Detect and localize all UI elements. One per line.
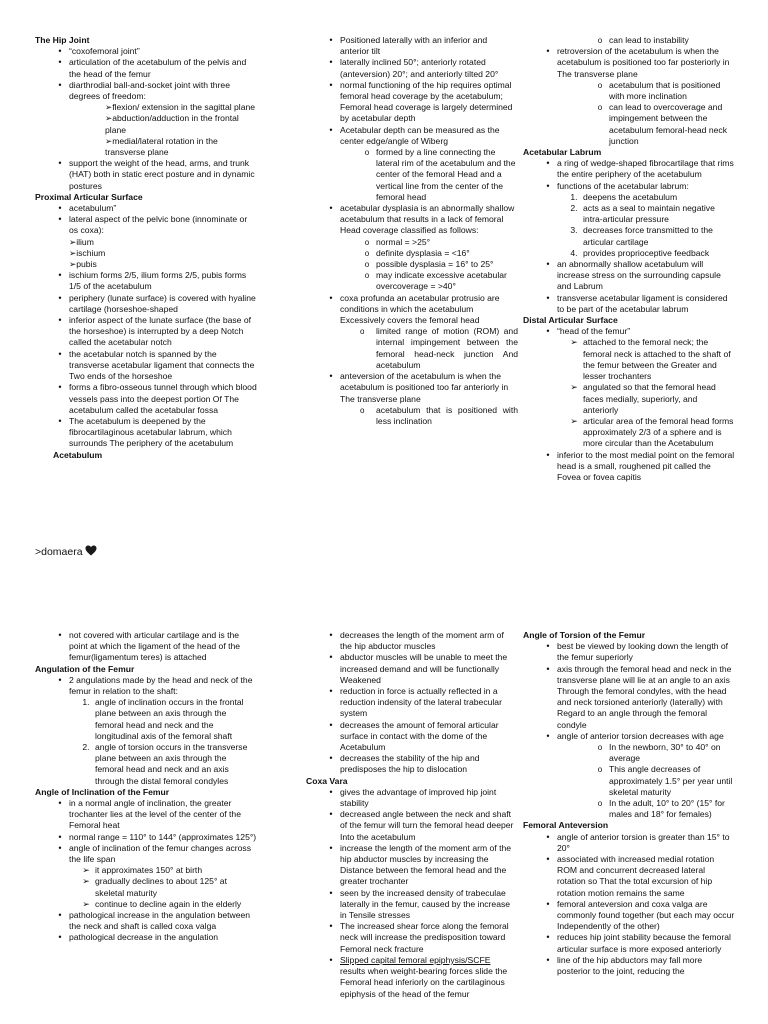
sub-bullet-item bbox=[306, 237, 518, 248]
bullet-marker: • bbox=[329, 652, 333, 663]
section-heading bbox=[35, 450, 257, 461]
item-text: a ring of wedge-shaped fibrocartilage that rims the entire periphery of the acetabulum bbox=[557, 158, 734, 180]
sub-bullet-item bbox=[306, 270, 518, 292]
bullet-marker: • bbox=[58, 292, 62, 303]
arrow-item bbox=[523, 337, 735, 382]
bottom-column-2 bbox=[306, 630, 518, 1000]
item-text: an abnormally shallow acetabulum will increase stress on the surrounding capsule and Labrum bbox=[557, 259, 721, 292]
bullet-marker: • bbox=[58, 382, 62, 393]
item-text: continue to decline again in the elderly bbox=[95, 898, 242, 909]
bullet-marker: • bbox=[329, 57, 333, 68]
bullet-item bbox=[523, 259, 735, 293]
bullet-item bbox=[306, 955, 518, 1000]
bullet-item bbox=[306, 203, 518, 237]
bullet-marker: • bbox=[546, 158, 550, 169]
section-heading bbox=[35, 192, 257, 203]
item-text: decreases force transmitted to the articular cartilage bbox=[583, 225, 713, 247]
top-column-3 bbox=[523, 35, 735, 483]
item-text: forms a fibro-osseous tunnel through which blood vessels pass into the deepest portion Of The acetabulum called the acetabular fossa bbox=[69, 382, 257, 415]
bullet-marker: • bbox=[58, 79, 62, 90]
bullet-marker: • bbox=[58, 910, 62, 921]
bullet-marker: • bbox=[329, 809, 333, 820]
arrow-item bbox=[35, 876, 257, 898]
sub-bullet-item bbox=[523, 798, 735, 820]
item-text: the acetabular notch is spanned by the transverse acetabular ligament that connects the Two ends of the horseshoe bbox=[69, 348, 255, 382]
item-text: inferior aspect of the lunate surface (the base of the horseshoe) is interrupted by a deep Notch called the acetabular notch bbox=[69, 315, 252, 348]
bullet-item bbox=[523, 181, 735, 192]
circle-marker: o bbox=[360, 327, 365, 337]
item-text: periphery (lunate surface) is covered with hyaline cartilage (horseshoe-shaped bbox=[69, 292, 256, 314]
item-text: anteversion of the acetabulum is when the acetabulum is positioned too far anteriorly in The transverse plane bbox=[340, 371, 509, 404]
bullet-item bbox=[35, 798, 257, 832]
item-text: gives the advantage of improved hip joint stability bbox=[340, 786, 497, 809]
sub-bullet-item bbox=[306, 147, 518, 203]
top-column-1 bbox=[35, 35, 257, 461]
bullet-marker: • bbox=[58, 798, 62, 809]
arrow-marker: ➢ bbox=[82, 865, 90, 876]
item-text: ➢ilium bbox=[69, 236, 94, 247]
bullet-marker: • bbox=[329, 686, 333, 697]
sub-bullet-item bbox=[306, 326, 518, 371]
item-text: femoral anteversion and coxa valga are commonly found together (but each may occur Independently of the other) bbox=[557, 898, 735, 932]
bullet-item bbox=[523, 854, 735, 899]
item-text: axis through the femoral head and neck in the transverse plane will lie at an angle to an axis Through the femoral condyles, with the head and neck torsioned anteriorly (laterally) with Regard to an angle through the femoral condyle bbox=[557, 663, 732, 730]
item-text: seen by the increased density of trabeculae laterally in the femur, caused by the increase in Tensile stresses bbox=[340, 887, 511, 921]
section-heading bbox=[523, 630, 735, 641]
circle-marker: o bbox=[597, 103, 603, 113]
bullet-item bbox=[35, 315, 257, 349]
bullet-item bbox=[523, 46, 735, 80]
section-heading bbox=[35, 664, 257, 675]
circle-marker: o bbox=[364, 271, 370, 281]
item-text: gradually declines to about 125° at skeletal maturity bbox=[95, 876, 227, 898]
arrow-item bbox=[523, 382, 735, 416]
top-column-2 bbox=[306, 35, 518, 427]
circle-marker: o bbox=[364, 148, 370, 158]
numbered-item bbox=[523, 192, 735, 203]
item-text: acetabulum that is positioned with less inclination bbox=[376, 404, 518, 426]
item-text: Femoral Anteversion bbox=[523, 820, 609, 831]
item-text: Acetabular Labrum bbox=[523, 147, 602, 158]
circle-marker: o bbox=[597, 799, 603, 809]
item-text: ➢medial/lateral rotation in the transverse plane bbox=[105, 135, 218, 158]
item-text: pathological increase in the angulation between the neck and shaft is called coxa valga bbox=[69, 910, 251, 932]
sub-bullet-item bbox=[306, 259, 518, 270]
arrow-marker: ➢ bbox=[570, 415, 578, 426]
sub-bullet-item bbox=[523, 35, 735, 46]
item-text: ➢ischium bbox=[69, 247, 106, 258]
bullet-marker: • bbox=[546, 898, 550, 909]
arrow-item bbox=[35, 899, 257, 910]
black-heart-icon bbox=[85, 545, 97, 556]
arrow-item bbox=[35, 865, 257, 876]
bullet-marker: • bbox=[546, 641, 550, 652]
bullet-item bbox=[306, 843, 518, 888]
section-heading bbox=[523, 315, 735, 326]
item-text: Distal Articular Surface bbox=[523, 315, 618, 326]
bullet-item bbox=[306, 371, 518, 405]
bullet-item bbox=[306, 125, 518, 147]
bullet-marker: • bbox=[58, 315, 62, 326]
item-text: reduces hip joint stability because the femoral articular surface is more exposed anteriorly bbox=[557, 932, 731, 954]
item-text: associated with increased medial rotation ROM and concurrent decreased lateral rotation so That the total excursion of hip rotation motion remains the same bbox=[557, 854, 715, 898]
bullet-item bbox=[523, 326, 735, 337]
sub-item bbox=[35, 136, 257, 158]
bullet-marker: • bbox=[546, 932, 550, 943]
item-text: acetabular dysplasia is an abnormally shallow acetabulum that results in a lack of femoral Head coverage classified as follows: bbox=[340, 203, 515, 236]
item-text: ischium forms 2/5, ilium forms 2/5, pubis forms 1/5 of the acetabulum bbox=[69, 270, 247, 292]
circle-marker: o bbox=[364, 260, 370, 270]
bottom-column-1 bbox=[35, 630, 257, 944]
item-text: can lead to instability bbox=[609, 35, 689, 45]
bullet-marker: • bbox=[58, 932, 62, 943]
item-text: angle of inclination of the femur changes across the life span bbox=[69, 842, 252, 865]
bullet-marker: • bbox=[546, 259, 550, 270]
bullet-item bbox=[35, 416, 257, 450]
item-text: formed by a line connecting the lateral rim of the acetabulum and the center of the femoral Head and a vertical line from the center of the femoral head bbox=[376, 147, 516, 202]
bullet-item bbox=[35, 675, 257, 697]
bullet-item bbox=[306, 787, 518, 809]
item-text: attached to the femoral neck; the femoral neck is attached to the shaft of the femur between the Greater and lesser trochanters bbox=[583, 337, 731, 382]
bullet-marker: • bbox=[329, 887, 333, 898]
item-text: provides proprioceptive feedback bbox=[583, 247, 710, 258]
item-text: may indicate excessive acetabular overcoverage = >40° bbox=[376, 270, 507, 292]
item-text: 2 angulations made by the head and neck of the femur in relation to the shaft: bbox=[69, 674, 253, 697]
item-text: reduction in force is actually reflected in a reduction indensity of the lateral trabecular system bbox=[340, 686, 502, 719]
numbered-item bbox=[523, 248, 735, 259]
sub-bullet-item bbox=[523, 764, 735, 798]
item-text: angulated so that the femoral head faces medially, superiorly, and anteriorly bbox=[583, 382, 716, 415]
item-text: transverse acetabular ligament is considered to be part of the acetabular labrum bbox=[557, 292, 728, 314]
item-text: Angulation of the Femur bbox=[35, 663, 135, 674]
item-text: in a normal angle of inclination, the greater trochanter lies at the level of the center of the Femoral heat bbox=[69, 798, 241, 831]
item-text: angle of anterior torsion decreases with age bbox=[557, 730, 724, 741]
section-heading bbox=[35, 787, 257, 798]
author-signature bbox=[35, 545, 97, 559]
numbered-item bbox=[523, 225, 735, 247]
item-text: laterally inclined 50°; anteriorly rotated (anteversion) 20°; and anteriorly tilted 20° bbox=[340, 57, 499, 79]
sub-bullet-item bbox=[523, 80, 735, 102]
bullet-item bbox=[35, 832, 257, 843]
bullet-marker: • bbox=[546, 449, 550, 460]
bullet-item bbox=[523, 641, 735, 663]
bullet-item bbox=[523, 832, 735, 854]
bullet-marker: • bbox=[329, 371, 333, 382]
bullet-marker: • bbox=[58, 214, 62, 225]
item-text: angle of anterior torsion is greater than 15° to 20° bbox=[557, 831, 730, 853]
bullet-item bbox=[35, 630, 257, 664]
circle-marker: o bbox=[597, 36, 603, 45]
item-text: results when weight-bearing forces slide the Femoral head inferiorly on the cartilaginous epiphysis of the head of the femur bbox=[340, 966, 508, 999]
item-text: decreases the amount of femoral articular surface in contact with the dome of the Acetabulum bbox=[340, 719, 499, 753]
section-heading bbox=[523, 820, 735, 831]
item-text: Coxa Vara bbox=[306, 775, 348, 786]
item-text: limited range of motion (ROM) and internal impingement between the femoral head-neck junction And acetabulum bbox=[376, 326, 518, 370]
item-text: acetabulum” bbox=[69, 203, 117, 214]
bullet-marker: • bbox=[58, 348, 62, 359]
bullet-marker: • bbox=[329, 786, 333, 797]
item-text: definite dysplasia = <16° bbox=[376, 247, 470, 258]
arrow-marker: ➢ bbox=[82, 898, 90, 909]
item-text: lateral aspect of the pelvic bone (innominate or os coxa): bbox=[69, 214, 248, 236]
bullet-marker: • bbox=[58, 842, 62, 853]
number-marker: 1. bbox=[82, 697, 90, 708]
bullet-marker: • bbox=[329, 124, 333, 135]
bullet-item bbox=[523, 158, 735, 180]
bullet-item bbox=[35, 932, 257, 943]
item-text: normal functioning of the hip requires optimal femoral head coverage by the acetabulum; Femoral head coverage is largely determined by acetabular depth bbox=[340, 79, 513, 124]
item-text: deepens the acetabulum bbox=[583, 191, 678, 202]
sub-item bbox=[35, 102, 257, 113]
bullet-item bbox=[35, 214, 257, 236]
bullet-item bbox=[35, 910, 257, 932]
sub-bullet-item bbox=[523, 102, 735, 147]
arrow-marker: ➢ bbox=[82, 876, 90, 887]
bullet-item bbox=[523, 293, 735, 315]
bullet-marker: • bbox=[329, 921, 333, 932]
bullet-item bbox=[35, 80, 257, 102]
bullet-marker: • bbox=[58, 203, 62, 214]
item-text: retroversion of the acetabulum is when the acetabulum is positioned too far posteriorly in The transverse plane bbox=[557, 46, 730, 79]
bullet-marker: • bbox=[546, 854, 550, 865]
underlined-term: Slipped capital femoral epiphysis/SCFE bbox=[340, 954, 491, 965]
bullet-marker: • bbox=[58, 831, 62, 842]
section-heading bbox=[523, 147, 735, 158]
numbered-item bbox=[35, 697, 257, 742]
item-text: best be viewed by looking down the length of the femur superiorly bbox=[557, 641, 729, 663]
bullet-item bbox=[523, 664, 735, 731]
bullet-marker: • bbox=[546, 292, 550, 303]
item-text: The Hip Joint bbox=[35, 35, 90, 45]
bullet-item bbox=[523, 955, 735, 977]
item-text: pathological decrease in the angulation bbox=[69, 932, 219, 943]
item-text: Acetabulum bbox=[53, 449, 103, 460]
bottom-column-3 bbox=[523, 630, 735, 977]
item-text: normal range = 110° to 144° (approximates 125°) bbox=[69, 831, 257, 842]
item-text: acts as a seal to maintain negative intra-articular pressure bbox=[583, 203, 715, 225]
bullet-marker: • bbox=[546, 326, 550, 337]
item-text: This angle decreases of approximately 1.5° per year until skeletal maturity bbox=[609, 764, 733, 797]
bullet-marker: • bbox=[58, 674, 62, 685]
bullet-item bbox=[306, 686, 518, 720]
signature-text: >domaera bbox=[35, 546, 83, 558]
item-text: acetabulum that is positioned with more inclination bbox=[609, 79, 721, 102]
item-text: normal = >25° bbox=[376, 236, 431, 247]
bullet-item bbox=[306, 720, 518, 754]
bullet-marker: • bbox=[329, 719, 333, 730]
item-text: articular area of the femoral head forms approximately 2/3 of a sphere and is more circular than the Acetabulum bbox=[583, 415, 734, 449]
bullet-item bbox=[523, 899, 735, 933]
bullet-item bbox=[35, 158, 257, 192]
number-marker: 2. bbox=[570, 203, 578, 214]
bullet-marker: • bbox=[546, 954, 550, 965]
sub-bullet-item bbox=[306, 405, 518, 427]
bullet-item bbox=[523, 932, 735, 954]
item-text: “coxofemoral joint” bbox=[69, 46, 140, 57]
numbered-item bbox=[523, 203, 735, 225]
number-marker: 3. bbox=[570, 225, 578, 236]
item-text: inferior to the most medial point on the femoral head is a small, roughened pit called the Fovea or fovea capitis bbox=[557, 449, 735, 482]
sub-item bbox=[35, 248, 257, 259]
bullet-item bbox=[306, 809, 518, 843]
item-text: line of the hip abductors may fall more posterior to the joint, reducing the bbox=[557, 954, 703, 977]
sub-bullet-item bbox=[306, 248, 518, 259]
bullet-marker: • bbox=[329, 79, 333, 90]
bullet-marker: • bbox=[58, 46, 62, 57]
bullet-marker: • bbox=[546, 180, 550, 191]
item-text: ➢flexion/ extension in the sagittal plane bbox=[105, 102, 256, 113]
item-text: In the newborn, 30° to 40° on average bbox=[609, 742, 721, 764]
arrow-marker: ➢ bbox=[570, 382, 578, 393]
bullet-item bbox=[35, 382, 257, 416]
arrow-marker: ➢ bbox=[570, 337, 578, 348]
item-text: diarthrodial ball-and-socket joint with three degrees of freedom: bbox=[69, 79, 230, 102]
bullet-marker: • bbox=[546, 46, 550, 57]
bullet-item bbox=[35, 203, 257, 214]
bullet-item bbox=[35, 46, 257, 57]
sub-item bbox=[35, 237, 257, 248]
bullet-marker: • bbox=[58, 57, 62, 68]
bullet-item bbox=[306, 80, 518, 125]
section-heading bbox=[306, 776, 518, 787]
bullet-marker: • bbox=[546, 730, 550, 741]
item-text: it approximates 150° at birth bbox=[95, 865, 203, 876]
item-text: Proximal Articular Surface bbox=[35, 191, 143, 202]
arrow-item bbox=[523, 416, 735, 450]
number-marker: 2. bbox=[82, 742, 90, 753]
item-text: increase the length of the moment arm of the hip abductor muscles by increasing the Distance between the femoral head and the greater trochanter bbox=[340, 842, 512, 887]
number-marker: 1. bbox=[570, 191, 578, 202]
item-text: Angle of Torsion of the Femur bbox=[523, 630, 646, 640]
bullet-marker: • bbox=[58, 415, 62, 426]
circle-marker: o bbox=[360, 405, 365, 415]
circle-marker: o bbox=[597, 80, 603, 90]
bullet-item bbox=[306, 753, 518, 775]
bullet-item bbox=[35, 843, 257, 865]
item-text: abductor muscles will be unable to meet the increased demand and will be functionally Weakened bbox=[340, 652, 508, 685]
item-text: possible dysplasia = 16° to 25° bbox=[376, 259, 494, 270]
bullet-marker: • bbox=[329, 753, 333, 764]
circle-marker: o bbox=[364, 248, 370, 258]
bullet-item bbox=[35, 57, 257, 79]
bullet-item bbox=[35, 270, 257, 292]
item-text: can lead to overcoverage and impingement between the acetabulum femoral-head neck junction bbox=[609, 102, 727, 146]
item-text: Angle of Inclination of the Femur bbox=[35, 786, 170, 797]
item-text: functions of the acetabular labrum: bbox=[557, 180, 689, 191]
item-text: not covered with articular cartilage and is the point at which the ligament of the head of the femur(ligamentum teres) is attached bbox=[69, 630, 241, 663]
bullet-item bbox=[523, 450, 735, 484]
item-text: decreases the stability of the hip and predisposes the hip to dislocation bbox=[340, 753, 480, 775]
bullet-item bbox=[523, 731, 735, 742]
item-text: angle of torsion occurs in the transverse plane between an axis through the femoral head and neck and an axis through the distal femoral condyles bbox=[95, 742, 248, 786]
item-text: ➢pubis bbox=[69, 259, 97, 270]
sub-item bbox=[35, 113, 257, 135]
bullet-marker: • bbox=[546, 831, 550, 842]
item-text: ➢abduction/adduction in the frontal plane bbox=[105, 113, 239, 135]
item-text: decreased angle between the neck and shaft of the femur will turn the femoral head deeper Into the acetabulum bbox=[340, 809, 514, 842]
item-text: The acetabulum is deepened by the fibrocartilaginous acetabular labrum, which surrounds The periphery of the acetabulum bbox=[69, 415, 234, 449]
item-text: The increased shear force along the femoral neck will increase the predisposition toward Femoral neck fracture bbox=[340, 921, 509, 954]
bullet-marker: • bbox=[329, 842, 333, 853]
bullet-marker: • bbox=[546, 663, 550, 674]
bullet-marker: • bbox=[58, 158, 62, 169]
bullet-item bbox=[306, 921, 518, 955]
bullet-item bbox=[306, 293, 518, 327]
bullet-marker: • bbox=[329, 292, 333, 303]
bullet-item bbox=[35, 349, 257, 383]
item-text: support the weight of the head, arms, and trunk (HAT) both in static erect posture and in dynamic postures bbox=[69, 158, 255, 191]
item-text: angle of inclination occurs in the frontal plane between an axis through the femoral head and neck and the longitudinal axis of the femoral shaft bbox=[95, 697, 244, 741]
item-text: “head of the femur” bbox=[557, 326, 631, 337]
item-text: coxa profunda an acetabular protrusio are conditions in which the acetabulum Excessively covers the femoral head bbox=[340, 292, 500, 326]
circle-marker: o bbox=[597, 765, 603, 775]
bullet-marker: • bbox=[329, 954, 333, 965]
bullet-item bbox=[306, 652, 518, 686]
sub-item bbox=[35, 259, 257, 270]
bullet-item bbox=[306, 888, 518, 922]
bullet-marker: • bbox=[329, 203, 333, 214]
item-text: decreases the length of the moment arm of the hip abductor muscles bbox=[340, 630, 504, 652]
bullet-marker: • bbox=[329, 35, 333, 45]
sub-bullet-item bbox=[523, 742, 735, 764]
bullet-item bbox=[306, 35, 518, 57]
circle-marker: o bbox=[597, 743, 603, 753]
bullet-marker: • bbox=[58, 630, 62, 640]
bullet-item bbox=[306, 630, 518, 652]
bullet-item bbox=[306, 57, 518, 79]
bullet-marker: • bbox=[58, 270, 62, 281]
item-text: In the adult, 10° to 20° (15° for males and 18° for females) bbox=[609, 798, 725, 820]
section-heading bbox=[35, 35, 257, 46]
numbered-item bbox=[35, 742, 257, 787]
bullet-marker: • bbox=[329, 630, 333, 640]
circle-marker: o bbox=[364, 237, 370, 247]
number-marker: 4. bbox=[570, 247, 578, 258]
item-text: Acetabular depth can be measured as the center edge/angle of Wiberg bbox=[340, 124, 500, 146]
bullet-item bbox=[35, 293, 257, 315]
item-text: articulation of the acetabulum of the pelvis and the head of the femur bbox=[69, 57, 247, 79]
item-text: Positioned laterally with an inferior and anterior tilt bbox=[340, 35, 488, 57]
